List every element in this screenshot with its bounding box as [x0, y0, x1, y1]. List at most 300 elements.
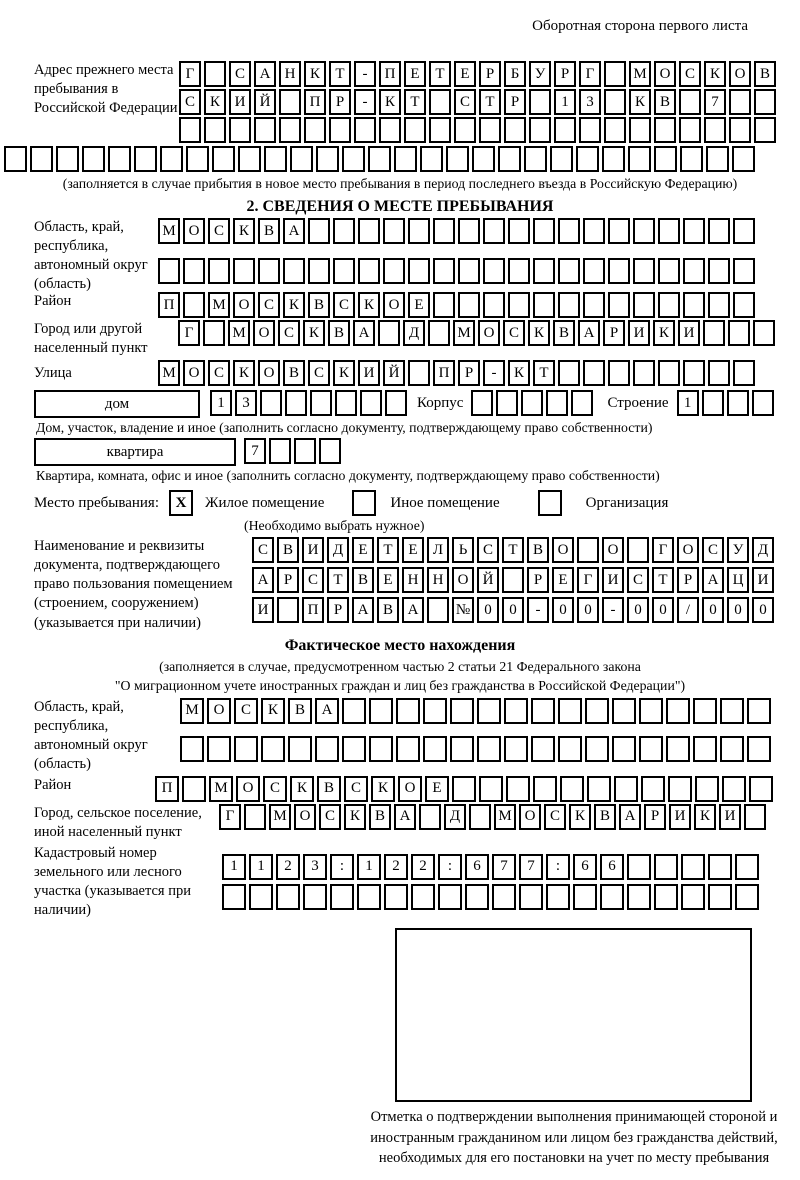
form-cell[interactable]	[261, 736, 285, 762]
form-cell[interactable]	[583, 292, 605, 318]
form-cell[interactable]: 2	[276, 854, 300, 880]
form-cell[interactable]	[733, 360, 755, 386]
form-cell[interactable]: К	[283, 292, 305, 318]
form-cell[interactable]: Т	[377, 537, 399, 563]
form-cell[interactable]: :	[330, 854, 354, 880]
form-cell[interactable]	[720, 736, 744, 762]
form-cell[interactable]: Р	[329, 89, 351, 115]
form-cell[interactable]	[303, 884, 327, 910]
form-cell[interactable]: П	[158, 292, 180, 318]
form-cell[interactable]	[504, 117, 526, 143]
form-cell[interactable]	[708, 854, 732, 880]
form-cell[interactable]	[744, 804, 766, 830]
form-cell[interactable]: О	[183, 218, 205, 244]
form-cell[interactable]	[695, 776, 719, 802]
form-cell[interactable]: А	[283, 218, 305, 244]
form-cell[interactable]	[531, 736, 555, 762]
form-cell[interactable]: Т	[327, 567, 349, 593]
form-cell[interactable]: О	[398, 776, 422, 802]
form-cell[interactable]	[608, 218, 630, 244]
form-cell[interactable]	[533, 218, 555, 244]
form-cell[interactable]: 0	[477, 597, 499, 623]
form-cell[interactable]	[446, 146, 469, 172]
form-cell[interactable]: А	[578, 320, 600, 346]
form-cell[interactable]	[433, 258, 455, 284]
form-cell[interactable]	[702, 390, 724, 416]
form-cell[interactable]	[614, 776, 638, 802]
form-cell[interactable]: М	[629, 61, 651, 87]
form-cell[interactable]	[244, 804, 266, 830]
form-cell[interactable]	[733, 218, 755, 244]
form-cell[interactable]: О	[478, 320, 500, 346]
form-cell[interactable]	[333, 218, 355, 244]
form-cell[interactable]: 0	[702, 597, 724, 623]
form-cell[interactable]	[683, 258, 705, 284]
form-cell[interactable]	[471, 390, 493, 416]
form-cell[interactable]: Т	[329, 61, 351, 87]
form-cell[interactable]: -	[354, 61, 376, 87]
form-cell[interactable]: Д	[327, 537, 349, 563]
form-cell[interactable]	[521, 390, 543, 416]
form-cell[interactable]: М	[494, 804, 516, 830]
form-cell[interactable]	[722, 776, 746, 802]
form-cell[interactable]: 6	[465, 854, 489, 880]
form-cell[interactable]: Е	[454, 61, 476, 87]
form-cell[interactable]: К	[303, 320, 325, 346]
form-cell[interactable]	[160, 146, 183, 172]
form-cell[interactable]: 2	[411, 854, 435, 880]
form-cell[interactable]	[458, 218, 480, 244]
form-cell[interactable]: О	[519, 804, 541, 830]
form-cell[interactable]: С	[258, 292, 280, 318]
form-cell[interactable]	[408, 258, 430, 284]
form-cell[interactable]: А	[315, 698, 339, 724]
form-cell[interactable]: К	[204, 89, 226, 115]
form-cell[interactable]	[212, 146, 235, 172]
form-cell[interactable]: 7	[704, 89, 726, 115]
form-cell[interactable]	[558, 292, 580, 318]
form-cell[interactable]: К	[358, 292, 380, 318]
form-cell[interactable]	[681, 854, 705, 880]
form-cell[interactable]	[708, 884, 732, 910]
form-cell[interactable]	[310, 390, 332, 416]
form-cell[interactable]	[384, 884, 408, 910]
form-cell[interactable]	[180, 736, 204, 762]
form-cell[interactable]	[629, 117, 651, 143]
form-cell[interactable]: 1	[222, 854, 246, 880]
form-cell[interactable]: П	[433, 360, 455, 386]
form-cell[interactable]	[747, 698, 771, 724]
form-cell[interactable]	[249, 884, 273, 910]
form-cell[interactable]: К	[694, 804, 716, 830]
form-cell[interactable]	[654, 884, 678, 910]
form-cell[interactable]	[342, 736, 366, 762]
form-cell[interactable]	[735, 884, 759, 910]
form-cell[interactable]: Т	[429, 61, 451, 87]
form-cell[interactable]: А	[353, 320, 375, 346]
form-cell[interactable]: В	[377, 597, 399, 623]
form-cell[interactable]	[285, 390, 307, 416]
form-cell[interactable]: О	[677, 537, 699, 563]
form-cell[interactable]	[429, 117, 451, 143]
form-cell[interactable]: С	[208, 360, 230, 386]
form-cell[interactable]	[238, 146, 261, 172]
form-cell[interactable]: И	[719, 804, 741, 830]
form-cell[interactable]	[508, 292, 530, 318]
form-cell[interactable]	[679, 89, 701, 115]
form-cell[interactable]	[342, 146, 365, 172]
form-cell[interactable]: Д	[403, 320, 425, 346]
form-cell[interactable]	[735, 854, 759, 880]
form-cell[interactable]: К	[371, 776, 395, 802]
form-cell[interactable]	[479, 776, 503, 802]
form-cell[interactable]: 1	[357, 854, 381, 880]
form-cell[interactable]: Т	[479, 89, 501, 115]
form-cell[interactable]	[753, 320, 775, 346]
form-cell[interactable]	[585, 698, 609, 724]
form-cell[interactable]: Л	[427, 537, 449, 563]
form-cell[interactable]: О	[258, 360, 280, 386]
form-cell[interactable]	[668, 776, 692, 802]
form-cell[interactable]	[732, 146, 755, 172]
form-cell[interactable]: 3	[579, 89, 601, 115]
form-cell[interactable]	[608, 258, 630, 284]
form-cell[interactable]: 0	[577, 597, 599, 623]
form-cell[interactable]: Р	[277, 567, 299, 593]
form-cell[interactable]	[308, 218, 330, 244]
form-cell[interactable]: Р	[603, 320, 625, 346]
form-cell[interactable]: С	[308, 360, 330, 386]
form-cell[interactable]: Т	[533, 360, 555, 386]
form-cell[interactable]: Б	[504, 61, 526, 87]
form-cell[interactable]	[577, 537, 599, 563]
form-cell[interactable]: С	[302, 567, 324, 593]
form-cell[interactable]	[358, 258, 380, 284]
form-cell[interactable]	[258, 258, 280, 284]
form-cell[interactable]	[608, 292, 630, 318]
form-cell[interactable]	[612, 736, 636, 762]
form-cell[interactable]: А	[402, 597, 424, 623]
form-cell[interactable]	[233, 258, 255, 284]
form-cell[interactable]: М	[208, 292, 230, 318]
form-cell[interactable]: Т	[502, 537, 524, 563]
form-cell[interactable]: К	[508, 360, 530, 386]
form-cell[interactable]	[222, 884, 246, 910]
form-cell[interactable]: К	[233, 218, 255, 244]
form-cell[interactable]: Н	[402, 567, 424, 593]
form-cell[interactable]	[602, 146, 625, 172]
form-cell[interactable]: Р	[479, 61, 501, 87]
form-cell[interactable]: 3	[303, 854, 327, 880]
form-cell[interactable]	[452, 776, 476, 802]
form-cell[interactable]: 7	[492, 854, 516, 880]
form-cell[interactable]	[229, 117, 251, 143]
form-cell[interactable]	[683, 292, 705, 318]
form-cell[interactable]	[479, 117, 501, 143]
form-cell[interactable]: Й	[383, 360, 405, 386]
form-cell[interactable]	[179, 117, 201, 143]
form-cell[interactable]: О	[552, 537, 574, 563]
form-cell[interactable]: И	[752, 567, 774, 593]
form-cell[interactable]: О	[654, 61, 676, 87]
form-cell[interactable]: К	[528, 320, 550, 346]
form-cell[interactable]	[204, 117, 226, 143]
form-cell[interactable]	[754, 117, 776, 143]
form-cell[interactable]	[304, 117, 326, 143]
form-cell[interactable]	[290, 146, 313, 172]
form-cell[interactable]	[683, 218, 705, 244]
form-cell[interactable]: Ь	[452, 537, 474, 563]
form-cell[interactable]: Н	[279, 61, 301, 87]
form-cell[interactable]	[279, 117, 301, 143]
form-cell[interactable]: Й	[477, 567, 499, 593]
form-cell[interactable]: С	[477, 537, 499, 563]
form-cell[interactable]: Ц	[727, 567, 749, 593]
form-cell[interactable]: Г	[652, 537, 674, 563]
form-cell[interactable]	[583, 218, 605, 244]
form-cell[interactable]	[529, 117, 551, 143]
form-cell[interactable]	[546, 884, 570, 910]
form-cell[interactable]	[749, 776, 773, 802]
form-cell[interactable]: О	[602, 537, 624, 563]
form-cell[interactable]	[429, 89, 451, 115]
form-cell[interactable]	[383, 258, 405, 284]
form-cell[interactable]	[411, 884, 435, 910]
form-cell[interactable]	[600, 884, 624, 910]
form-cell[interactable]: О	[294, 804, 316, 830]
form-cell[interactable]: К	[233, 360, 255, 386]
form-cell[interactable]	[558, 698, 582, 724]
form-cell[interactable]: Г	[179, 61, 201, 87]
form-cell[interactable]: Т	[652, 567, 674, 593]
form-cell[interactable]	[483, 258, 505, 284]
form-cell[interactable]: В	[754, 61, 776, 87]
form-cell[interactable]: О	[236, 776, 260, 802]
form-cell[interactable]	[477, 698, 501, 724]
form-cell[interactable]: :	[546, 854, 570, 880]
form-cell[interactable]	[354, 117, 376, 143]
form-cell[interactable]	[633, 258, 655, 284]
form-cell[interactable]	[288, 736, 312, 762]
form-cell[interactable]: Н	[427, 567, 449, 593]
form-cell[interactable]: В	[258, 218, 280, 244]
form-cell[interactable]: И	[602, 567, 624, 593]
form-cell[interactable]	[208, 258, 230, 284]
form-cell[interactable]	[396, 736, 420, 762]
form-cell[interactable]	[428, 320, 450, 346]
form-cell[interactable]	[627, 854, 651, 880]
form-cell[interactable]: Е	[404, 61, 426, 87]
form-cell[interactable]: С	[333, 292, 355, 318]
form-cell[interactable]	[458, 292, 480, 318]
form-cell[interactable]	[529, 89, 551, 115]
form-cell[interactable]	[254, 117, 276, 143]
form-cell[interactable]: С	[454, 89, 476, 115]
form-cell[interactable]	[419, 804, 441, 830]
form-cell[interactable]	[186, 146, 209, 172]
form-cell[interactable]	[524, 146, 547, 172]
form-cell[interactable]: С	[208, 218, 230, 244]
form-cell[interactable]: В	[527, 537, 549, 563]
form-cell[interactable]: В	[654, 89, 676, 115]
form-cell[interactable]	[708, 292, 730, 318]
form-cell[interactable]	[550, 146, 573, 172]
form-cell[interactable]: В	[328, 320, 350, 346]
form-cell[interactable]	[483, 292, 505, 318]
form-cell[interactable]	[679, 117, 701, 143]
form-cell[interactable]	[308, 258, 330, 284]
form-cell[interactable]: И	[302, 537, 324, 563]
form-cell[interactable]	[639, 736, 663, 762]
form-cell[interactable]: -	[354, 89, 376, 115]
form-cell[interactable]	[498, 146, 521, 172]
form-cell[interactable]: Т	[404, 89, 426, 115]
form-cell[interactable]	[706, 146, 729, 172]
form-cell[interactable]	[433, 218, 455, 244]
form-cell[interactable]: В	[317, 776, 341, 802]
form-cell[interactable]: Г	[219, 804, 241, 830]
form-cell[interactable]	[427, 597, 449, 623]
form-cell[interactable]: С	[503, 320, 525, 346]
form-cell[interactable]: П	[304, 89, 326, 115]
form-cell[interactable]: Р	[677, 567, 699, 593]
form-cell[interactable]	[554, 117, 576, 143]
form-cell[interactable]	[260, 390, 282, 416]
form-cell[interactable]	[383, 218, 405, 244]
form-cell[interactable]: К	[333, 360, 355, 386]
form-cell[interactable]	[333, 258, 355, 284]
form-cell[interactable]: С	[544, 804, 566, 830]
form-cell[interactable]	[496, 390, 518, 416]
form-cell[interactable]	[727, 390, 749, 416]
form-cell[interactable]	[604, 89, 626, 115]
form-cell[interactable]: В	[594, 804, 616, 830]
form-cell[interactable]: 3	[235, 390, 257, 416]
form-cell[interactable]: А	[252, 567, 274, 593]
checkbox-inoe-pomeshchenie[interactable]	[352, 490, 376, 516]
form-cell[interactable]	[504, 736, 528, 762]
form-cell[interactable]	[612, 698, 636, 724]
form-cell[interactable]: С	[278, 320, 300, 346]
form-cell[interactable]: И	[229, 89, 251, 115]
form-cell[interactable]: И	[669, 804, 691, 830]
form-cell[interactable]	[483, 218, 505, 244]
form-cell[interactable]	[408, 218, 430, 244]
form-cell[interactable]: А	[702, 567, 724, 593]
form-cell[interactable]	[558, 258, 580, 284]
form-cell[interactable]	[627, 537, 649, 563]
form-cell[interactable]: М	[209, 776, 233, 802]
form-cell[interactable]	[639, 698, 663, 724]
form-cell[interactable]	[56, 146, 79, 172]
form-cell[interactable]: Е	[425, 776, 449, 802]
form-cell[interactable]	[658, 292, 680, 318]
form-cell[interactable]	[158, 258, 180, 284]
form-cell[interactable]: Е	[352, 537, 374, 563]
form-cell[interactable]	[465, 884, 489, 910]
form-cell[interactable]	[654, 117, 676, 143]
form-cell[interactable]	[720, 698, 744, 724]
form-cell[interactable]: П	[379, 61, 401, 87]
form-cell[interactable]: А	[352, 597, 374, 623]
form-cell[interactable]	[450, 698, 474, 724]
form-cell[interactable]	[666, 736, 690, 762]
form-cell[interactable]: С	[234, 698, 258, 724]
form-cell[interactable]	[294, 438, 316, 464]
form-cell[interactable]: В	[277, 537, 299, 563]
form-cell[interactable]: -	[483, 360, 505, 386]
form-cell[interactable]	[504, 698, 528, 724]
form-cell[interactable]	[728, 320, 750, 346]
form-cell[interactable]: М	[453, 320, 475, 346]
form-cell[interactable]	[729, 117, 751, 143]
form-cell[interactable]: 0	[727, 597, 749, 623]
form-cell[interactable]: Р	[327, 597, 349, 623]
form-cell[interactable]: 1	[677, 390, 699, 416]
form-cell[interactable]: 6	[600, 854, 624, 880]
form-cell[interactable]	[342, 698, 366, 724]
form-cell[interactable]	[658, 218, 680, 244]
form-cell[interactable]	[420, 146, 443, 172]
form-cell[interactable]	[683, 360, 705, 386]
form-cell[interactable]	[585, 736, 609, 762]
form-cell[interactable]	[183, 292, 205, 318]
form-cell[interactable]: А	[394, 804, 416, 830]
form-cell[interactable]	[357, 884, 381, 910]
form-cell[interactable]	[703, 320, 725, 346]
form-cell[interactable]	[576, 146, 599, 172]
form-cell[interactable]	[641, 776, 665, 802]
form-cell[interactable]	[704, 117, 726, 143]
form-cell[interactable]: 0	[752, 597, 774, 623]
form-cell[interactable]	[394, 146, 417, 172]
form-cell[interactable]	[533, 292, 555, 318]
form-cell[interactable]: М	[180, 698, 204, 724]
form-cell[interactable]	[316, 146, 339, 172]
form-cell[interactable]: Р	[458, 360, 480, 386]
form-cell[interactable]: 1	[249, 854, 273, 880]
form-cell[interactable]	[583, 360, 605, 386]
form-cell[interactable]	[560, 776, 584, 802]
form-cell[interactable]: К	[304, 61, 326, 87]
checkbox-zhiloe-pomeshchenie[interactable]: X	[169, 490, 193, 516]
form-cell[interactable]	[279, 89, 301, 115]
form-cell[interactable]	[627, 884, 651, 910]
form-cell[interactable]: 6	[573, 854, 597, 880]
form-cell[interactable]	[423, 698, 447, 724]
form-cell[interactable]	[472, 146, 495, 172]
form-cell[interactable]	[360, 390, 382, 416]
form-cell[interactable]: П	[155, 776, 179, 802]
form-cell[interactable]	[628, 146, 651, 172]
form-cell[interactable]: О	[183, 360, 205, 386]
form-cell[interactable]: Д	[444, 804, 466, 830]
form-cell[interactable]	[680, 146, 703, 172]
form-cell[interactable]	[423, 736, 447, 762]
form-cell[interactable]: Д	[752, 537, 774, 563]
form-cell[interactable]: -	[602, 597, 624, 623]
form-cell[interactable]: И	[678, 320, 700, 346]
form-cell[interactable]	[747, 736, 771, 762]
form-cell[interactable]	[454, 117, 476, 143]
form-cell[interactable]	[438, 884, 462, 910]
form-cell[interactable]	[329, 117, 351, 143]
form-cell[interactable]	[134, 146, 157, 172]
form-cell[interactable]: 0	[552, 597, 574, 623]
form-cell[interactable]: И	[252, 597, 274, 623]
form-cell[interactable]	[315, 736, 339, 762]
form-cell[interactable]: 7	[244, 438, 266, 464]
